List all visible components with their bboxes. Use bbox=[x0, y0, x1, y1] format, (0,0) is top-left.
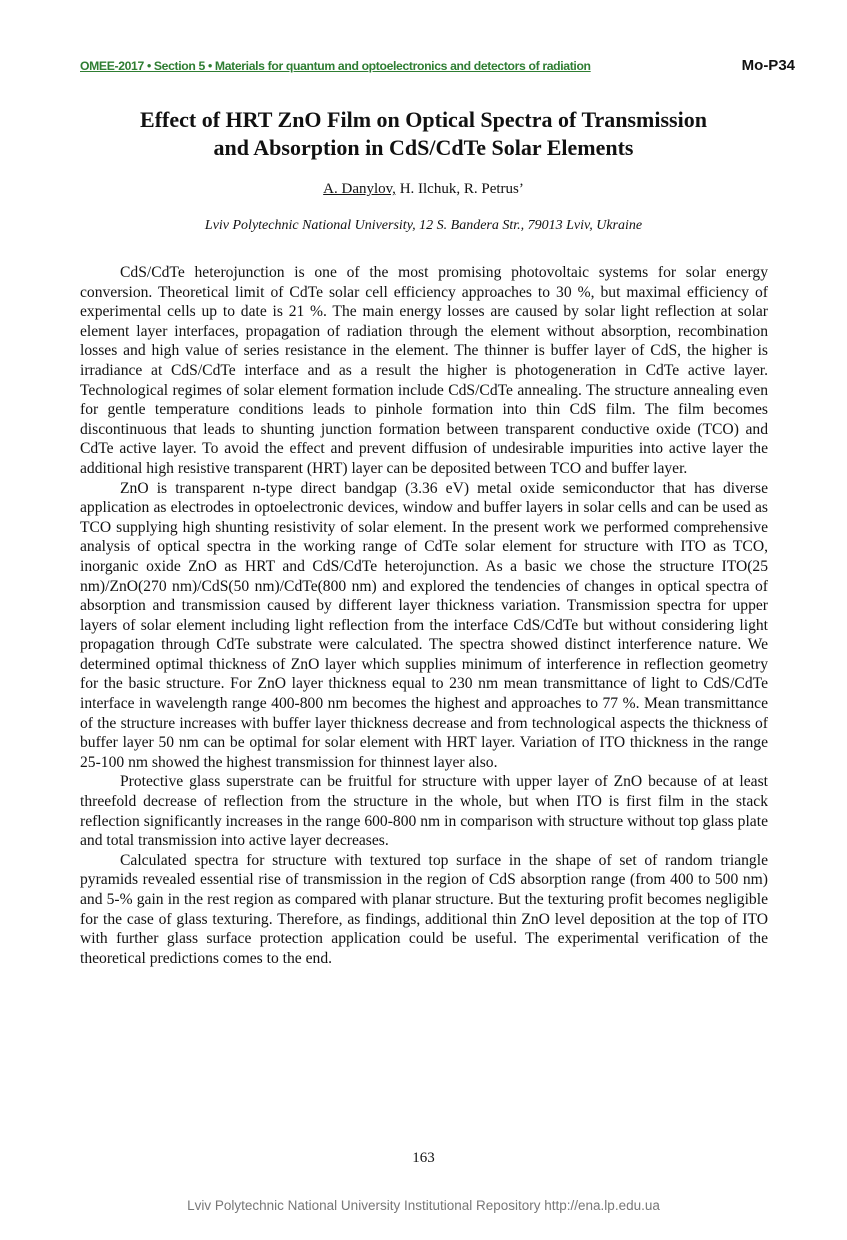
paragraph: ZnO is transparent n-type direct bandgap (3.36 eV) metal oxide semiconductor that has diverse application as electrodes in optoelectronic devices, window and buffer layers in solar cells and can be used as TCO supplying high shunting resistivity of solar element. In the present work we performed comprehensive analysis of optical spectra in the working range of CdTe solar element for structure with ITO as TCO, inorganic oxide ZnO as HRT and CdS/CdTe heterojunction. As a basic we chose the structure ITO(25 nm)/ZnO(270 nm)/CdS(50 nm)/CdTe(800 nm) and explored the tendencies of changes in optical spectra of absorption and transmission caused by different layer thickness variation. Transmission spectra for upper layers of solar element including light reflection from the interface CdS/CdTe but without considering light propagation through CdTe substrate were calculated. The spectra showed distinct interference nature. We determined optimal thickness of ZnO layer which supplies minimum of interference in reflection geometry for the basic structure. For ZnO layer thickness equal to 230 nm mean transmittance of light to CdS/CdTe interface in wavelength range 400-800 nm becomes the highest and approaches to 77 %. Mean transmittance of the structure increases with buffer layer thickness decrease and from technological aspects the thickness of buffer layer 50 nm can be optimal for solar element with HRT layer. Variation of ITO thickness in the range 25-100 nm showed the highest transmission for thinnest layer also. bbox=[80, 479, 768, 771]
running-header bbox=[80, 57, 795, 74]
affiliation: Lviv Polytechnic National University, 12 S. Bandera Str., 79013 Lviv, Ukraine bbox=[204, 218, 643, 233]
page-number: 163 bbox=[412, 1150, 435, 1166]
author-list bbox=[0, 181, 847, 198]
paragraph: Protective glass superstrate can be fruitful for structure with upper layer of ZnO because of at least threefold decrease of reflection from the structure in the whole, but when ITO is first film in the stack reflection significantly increases in the range 600-800 nm in comparison with structure without top glass plate and total transmission into active layer decreases. bbox=[80, 773, 768, 850]
presenting-author: A. Danylov, bbox=[323, 181, 396, 197]
paragraph: Calculated spectra for structure with textured top surface in the shape of set of random triangle pyramids revealed essential rise of transmission in the region of CdS absorption range (from 400 to 500 nm) and 5-% gain in the rest region as compared with planar structure. But the texturing profit becomes negligible for the case of glass texturing. Therefore, as findings, additional thin ZnO level deposition at the top of ITO with further glass surface protection application could be useful. The experimental verification of the theoretical predictions comes to the end. bbox=[80, 851, 768, 967]
co-authors: H. Ilchuk, R. Petrus’ bbox=[395, 181, 524, 197]
paper-title bbox=[60, 106, 787, 162]
abstract-body bbox=[80, 263, 768, 968]
paragraph: CdS/CdTe heterojunction is one of the most promising photovoltaic systems for solar energy conversion. Theoretical limit of CdTe solar cell efficiency approaches to 30 %, but maximal efficiency of experimental cells up to date is 21 %. The main energy losses are caused by solar light reflection at solar element layer interfaces, propagation of radiation through the element without absorption, recombination losses and high value of series resistance in the element. The thinner is buffer layer of CdS, the higher is irradiance at CdS/CdTe interface and as a result the higher is photogeneration in CdTe active layer. Technological regimes of solar element formation include CdS/CdTe annealing. The structure annealing even for gentle temperature conditions leads to pinhole formation into thin CdS film. The film becomes discontinuous that leads to shunting junction formation between transparent conductive oxide (TCO) and CdTe active layer. To avoid the effect and prevent diffusion of undesirable impurities into active layer the additional high resistive transparent (HRT) layer can be deposited between TCO and buffer layer. bbox=[80, 264, 768, 477]
title-line-1: Effect of HRT ZnO Film on Optical Spectra of Transmission bbox=[140, 107, 707, 132]
conference-section-link[interactable]: OMEE-2017 • Section 5 • Materials for quantum and optoelectronics and detectors of radiation bbox=[80, 59, 591, 73]
repository-footer: Lviv Polytechnic National University Institutional Repository http://ena.lp.edu.ua bbox=[187, 1198, 660, 1213]
title-line-2: and Absorption in CdS/CdTe Solar Elements bbox=[213, 135, 634, 160]
paper-code: Mo-P34 bbox=[741, 57, 795, 74]
